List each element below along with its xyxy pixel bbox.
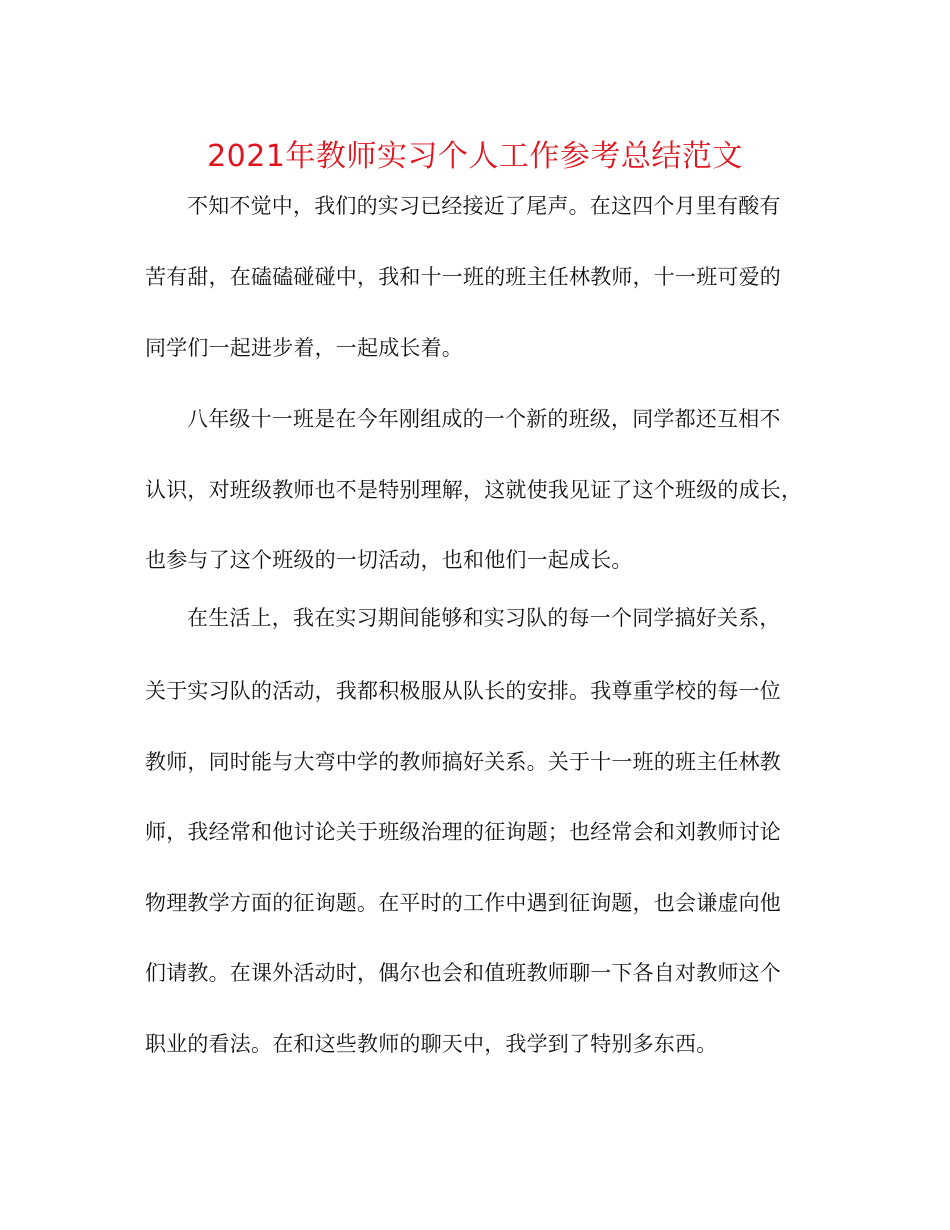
paragraph-line: 苦有甜，在磕磕碰碰中，我和十一班的班主任林教师，十一班可爱的 [145, 265, 781, 289]
paragraph-line: 们请教。在课外活动时，偶尔也会和值班教师聊一下各自对教师这个 [145, 961, 781, 985]
paragraph-line: 师，我经常和他讨论关于班级治理的征询题；也经常会和刘教师讨论 [145, 820, 781, 844]
paragraph-line: 职业的看法。在和这些教师的聊天中，我学到了特别多东西。 [145, 1032, 718, 1056]
document-title: 2021年教师实习个人工作参考总结范文 [207, 139, 743, 174]
paragraph-line: 不知不觉中，我们的实习已经接近了尾声。在这四个月里有酸有 [187, 194, 781, 218]
paragraph-line: 也参与了这个班级的一切活动，也和他们一起成长。 [145, 548, 633, 572]
paragraph-line: 教师，同时能与大弯中学的教师搞好关系。关于十一班的班主任林教 [145, 750, 781, 774]
paragraph-line: 在生活上，我在实习期间能够和实习队的每一个同学搞好关系， [187, 606, 781, 630]
paragraph-line: 关于实习队的活动，我都积极服从队长的安排。我尊重学校的每一位 [145, 679, 781, 703]
paragraph-line: 认识，对班级教师也不是特别理解，这就使我见证了这个班级的成长， [145, 478, 803, 502]
paragraph-line: 八年级十一班是在今年刚组成的一个新的班级，同学都还互相不 [187, 407, 781, 431]
paragraph-line: 同学们一起进步着，一起成长着。 [145, 336, 463, 360]
paragraph-line: 物理教学方面的征询题。在平时的工作中遇到征询题，也会谦虚向他 [145, 891, 781, 915]
